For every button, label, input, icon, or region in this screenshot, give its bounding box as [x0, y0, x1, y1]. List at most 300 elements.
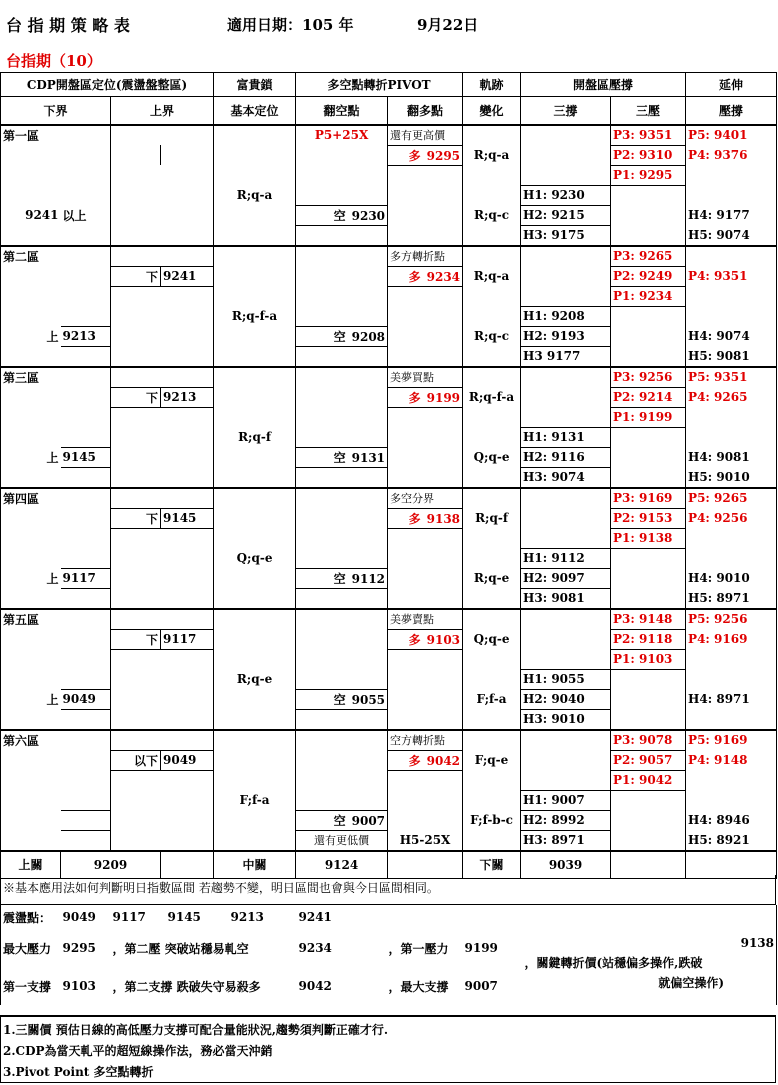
lower-gate-label: 下關	[463, 851, 521, 879]
grid-cell	[61, 246, 111, 267]
lower-bound-value: 9145	[61, 447, 111, 467]
grid-cell	[161, 427, 214, 447]
grid-cell	[296, 528, 388, 548]
grid-cell	[296, 286, 388, 306]
grid-cell	[1, 286, 61, 306]
zone-row	[1, 790, 777, 810]
grid-cell	[161, 488, 214, 509]
flip-short-number: 9131	[351, 450, 386, 465]
grid-cell	[388, 205, 463, 225]
grid-cell	[161, 125, 214, 146]
grid-cell	[61, 387, 111, 407]
grid-cell	[296, 488, 388, 509]
extend-p5	[686, 246, 777, 267]
second-support-label: ，第二支撐 跌破失守易殺多	[112, 979, 261, 994]
grid-cell	[296, 629, 388, 649]
grid-cell	[1, 790, 61, 810]
grid-cell	[61, 427, 111, 447]
extend-p4: P4: 9351	[688, 269, 748, 283]
grid-cell	[521, 609, 611, 630]
grid-cell	[463, 185, 521, 205]
grid-cell	[463, 548, 521, 568]
grid-cell	[686, 649, 777, 669]
mid-gate-value: 9124	[296, 851, 388, 879]
grid-cell	[111, 185, 161, 205]
grid-cell	[111, 286, 161, 306]
grid-cell	[611, 447, 686, 467]
resistance-p2: P2: 9153	[611, 508, 686, 528]
basic-position: R;q-e	[214, 669, 296, 689]
upper-gate-value: 9209	[61, 851, 161, 879]
upper-bound-value: 9241	[161, 266, 214, 286]
flip-short-value	[296, 568, 388, 588]
track-lower: Q;q-e	[463, 447, 521, 467]
grid-cell	[61, 669, 111, 689]
grid-cell	[214, 145, 296, 165]
grid-cell	[686, 286, 777, 306]
footnote-2: 2.CDP為當天軋平的超短線操作法，務必當天沖銷	[3, 1044, 273, 1058]
grid-cell	[61, 145, 111, 165]
grid-cell	[686, 306, 777, 326]
upper-bound-value	[161, 145, 214, 165]
max-resistance-label: 最大壓力	[3, 941, 52, 956]
key-price-label-2: 就偏空操作)	[658, 976, 724, 990]
grid-cell	[214, 326, 296, 346]
grid-cell	[111, 810, 161, 830]
grid-cell	[1, 669, 61, 689]
grid-cell	[686, 548, 777, 568]
long-mark: 多	[408, 390, 421, 405]
zone-row	[1, 225, 777, 246]
grid-cell	[463, 467, 521, 488]
grid-cell	[111, 730, 161, 751]
grid-cell	[296, 790, 388, 810]
grid-cell	[296, 588, 388, 609]
grid-cell	[296, 387, 388, 407]
grid-cell	[388, 225, 463, 246]
key-price-value: 9138	[740, 936, 774, 950]
grid-cell	[1, 225, 61, 246]
grid-cell	[161, 306, 214, 326]
grid-cell	[521, 750, 611, 770]
zone-row	[1, 508, 777, 528]
grid-cell	[686, 185, 777, 205]
zone-name: 第三區	[1, 367, 61, 388]
grid-cell	[463, 246, 521, 267]
grid-cell	[463, 730, 521, 751]
flip-long-value	[388, 145, 463, 165]
zone-rows	[1, 125, 777, 851]
flip-short-number: 9112	[351, 571, 386, 586]
grid-cell	[1, 709, 61, 730]
grid-cell	[1, 528, 61, 548]
resistance-p3: P3: 9148	[611, 609, 686, 630]
grid-cell	[1, 145, 61, 165]
second-support-value: 9042	[298, 979, 332, 993]
grid-cell	[1, 548, 61, 568]
extend-h4: H4: 9177	[688, 208, 750, 222]
lower-bound-tag	[1, 810, 61, 830]
grid-cell	[161, 467, 214, 488]
grid-cell	[296, 185, 388, 205]
grid-cell	[161, 810, 214, 830]
short-mark: 空	[333, 813, 346, 828]
grid-cell	[214, 447, 296, 467]
extend-p4: P4: 9169	[688, 632, 748, 646]
date-value: 9月22日	[417, 15, 479, 34]
grid-cell	[161, 225, 214, 246]
grid-cell	[611, 689, 686, 709]
support-h2: H2: 9116	[521, 447, 611, 467]
flip-short-number: 9230	[351, 208, 386, 223]
grid-cell	[1, 346, 61, 367]
track-upper: R;q-a	[463, 145, 521, 165]
resistance-p3: P3: 9351	[611, 125, 686, 146]
grid-cell	[111, 548, 161, 568]
flip-long-note: 美夢賣點	[388, 609, 463, 630]
grid-cell	[463, 770, 521, 790]
zone-name: 第四區	[1, 488, 61, 509]
grid-cell	[161, 548, 214, 568]
col-basic: 基本定位	[214, 97, 296, 125]
grid-cell	[61, 165, 111, 185]
grid-cell	[686, 669, 777, 689]
zone-row	[1, 427, 777, 447]
grid-cell	[61, 548, 111, 568]
extend-h5: H5: 8971	[688, 590, 750, 605]
grid-cell	[388, 709, 463, 730]
grid-cell	[463, 528, 521, 548]
lower-bound-value: 9117	[61, 568, 111, 588]
grid-cell	[61, 830, 111, 851]
extend-p4: P4: 9265	[688, 390, 748, 404]
extend-h4: H4: 8971	[688, 692, 750, 706]
grid-cell	[521, 367, 611, 388]
grid-cell	[388, 649, 463, 669]
col-flip-long: 翻多點	[388, 97, 463, 125]
basic-position: R;q-f	[214, 427, 296, 447]
grid-cell	[111, 447, 161, 467]
basic-position: R;q-a	[214, 185, 296, 205]
support-h1: H1: 9112	[521, 548, 611, 568]
grid-cell	[61, 629, 111, 649]
track-upper: R;q-a	[463, 266, 521, 286]
extend-h4: H4: 9074	[688, 329, 750, 343]
track-lower: R;q-e	[463, 568, 521, 588]
grid-cell	[214, 125, 296, 146]
grid-cell	[611, 810, 686, 830]
osc-value-4: 9213	[230, 910, 264, 924]
zone-row	[1, 447, 777, 467]
osc-value-5: 9241	[298, 910, 332, 924]
grid-cell	[214, 165, 296, 185]
grid-cell	[214, 810, 296, 830]
grid-cell	[214, 266, 296, 286]
support-h2: H2: 9097	[521, 568, 611, 588]
col-res3: 三壓	[611, 97, 686, 125]
grid-cell	[61, 266, 111, 286]
grid-cell	[388, 770, 463, 790]
grid-cell	[214, 830, 296, 851]
zone-row	[1, 367, 777, 388]
resistance-p1: P1: 9295	[611, 165, 686, 185]
grid-cell	[388, 568, 463, 588]
grid-cell	[1, 165, 61, 185]
grid-cell	[161, 346, 214, 367]
zone-name: 第五區	[1, 609, 61, 630]
grid-cell	[161, 286, 214, 306]
grid-cell	[61, 346, 111, 367]
grid-cell	[296, 467, 388, 488]
extend-p5: P5: 9265	[688, 491, 748, 506]
lower-bound-tag: 上	[46, 450, 59, 465]
grid-cell	[161, 246, 214, 267]
grid-cell	[161, 649, 214, 669]
grid-cell	[296, 225, 388, 246]
grid-cell	[214, 387, 296, 407]
grid-cell	[521, 125, 611, 146]
flip-short-value	[296, 326, 388, 346]
support-h3: H3: 8971	[521, 830, 611, 851]
footnote-1: 1.三關價 預估日線的高低壓力支撐可配合量能狀況,趨勢須判斷正確才行.	[3, 1023, 389, 1037]
flip-short-value	[296, 447, 388, 467]
zone-row	[1, 387, 777, 407]
main-note: ※基本應用法如何判斷明日指數區間 若趨勢不變，明日區間也會與今日區間相同。	[0, 875, 776, 905]
grid-cell	[296, 669, 388, 689]
grid-cell	[521, 730, 611, 751]
grid-cell	[296, 548, 388, 568]
zone-row	[1, 407, 777, 427]
grid-cell	[521, 286, 611, 306]
zone-row	[1, 467, 777, 488]
grid-cell	[388, 306, 463, 326]
upper-bound-tag: 下	[111, 508, 161, 528]
short-mark: 空	[333, 571, 346, 586]
grid-cell	[611, 588, 686, 609]
grid-cell	[611, 205, 686, 225]
grid-cell	[61, 730, 111, 751]
flip-short-value	[296, 205, 388, 225]
grid-cell	[296, 266, 388, 286]
zone-row	[1, 346, 777, 367]
grid-cell	[611, 548, 686, 568]
grid-cell	[161, 165, 214, 185]
zone-row	[1, 185, 777, 205]
lower-bound-value: 9213	[61, 326, 111, 346]
sheet-title: 台 指 期 策 略 表	[6, 15, 130, 35]
grid-cell	[161, 447, 214, 467]
grid-cell	[61, 125, 111, 146]
grid-cell	[686, 790, 777, 810]
zone-row	[1, 286, 777, 306]
first-support-value: 9103	[62, 979, 96, 993]
zone-row	[1, 326, 777, 346]
grid-cell	[1, 508, 61, 528]
flip-long-number: 9042	[426, 753, 461, 768]
grid-cell	[388, 165, 463, 185]
grid-cell	[111, 326, 161, 346]
zone-row	[1, 125, 777, 146]
grid-cell	[214, 225, 296, 246]
resistance-p1: P1: 9103	[611, 649, 686, 669]
grid-cell	[161, 407, 214, 427]
upper-bound-tag: 下	[111, 387, 161, 407]
extend-p5: P5: 9351	[688, 370, 748, 385]
extend-h5: H5: 9081	[688, 348, 750, 363]
grid-cell	[521, 508, 611, 528]
grid-cell	[111, 770, 161, 790]
grid-cell	[521, 528, 611, 548]
grid-cell	[61, 185, 111, 205]
grid-cell	[463, 669, 521, 689]
grid-cell	[111, 528, 161, 548]
grid-cell	[161, 830, 214, 851]
extend-p5: P5: 9169	[688, 733, 748, 748]
col-upper: 上界	[111, 97, 214, 125]
grid-cell	[214, 367, 296, 388]
grid-cell	[521, 387, 611, 407]
grid-cell	[61, 750, 111, 770]
flip-long-number: 9103	[426, 632, 461, 647]
resistance-p2: P2: 9214	[611, 387, 686, 407]
grid-cell	[61, 770, 111, 790]
grid-cell	[1, 185, 61, 205]
grid-cell	[388, 548, 463, 568]
grid-cell	[463, 367, 521, 388]
grid-cell	[161, 528, 214, 548]
grid-cell	[214, 649, 296, 669]
grid-cell	[1, 266, 61, 286]
grid-cell	[296, 145, 388, 165]
first-resistance-value: 9199	[464, 941, 498, 955]
summary-table	[0, 905, 777, 1005]
grid-cell	[296, 730, 388, 751]
support-h2: H2: 9040	[521, 689, 611, 709]
resistance-p1: P1: 9234	[611, 286, 686, 306]
resistance-p3: P3: 9169	[611, 488, 686, 509]
max-support-value: 9007	[464, 979, 498, 993]
grid-cell	[388, 346, 463, 367]
grid-cell	[296, 306, 388, 326]
max-resistance-value: 9295	[62, 941, 96, 955]
grid-cell	[463, 306, 521, 326]
grid-cell	[463, 588, 521, 609]
first-support-label: 第一支撐	[3, 979, 52, 994]
grid-cell	[161, 588, 214, 609]
grid-cell	[686, 407, 777, 427]
grid-cell	[611, 669, 686, 689]
grid-cell	[214, 407, 296, 427]
grid-cell	[161, 730, 214, 751]
grid-cell	[296, 346, 388, 367]
grid-cell	[111, 367, 161, 388]
zone-row	[1, 709, 777, 730]
col-change: 變化	[463, 97, 521, 125]
grid-cell	[214, 528, 296, 548]
extend-h5: H5: 9074	[688, 227, 750, 242]
track-lower: F;f-a	[463, 689, 521, 709]
track-lower: R;q-c	[463, 326, 521, 346]
grid-cell	[611, 467, 686, 488]
flip-short-number: 9007	[351, 813, 386, 828]
upper-bound-value: 9117	[161, 629, 214, 649]
col-lower: 下界	[1, 97, 111, 125]
flip-long-note: 多方轉折點	[388, 246, 463, 267]
grid-cell	[214, 730, 296, 751]
grid-cell	[388, 407, 463, 427]
grid-cell	[1, 770, 61, 790]
grid-cell	[521, 488, 611, 509]
grid-cell	[686, 770, 777, 790]
grid-cell	[296, 709, 388, 730]
grid-cell	[611, 225, 686, 246]
extend-h5	[686, 709, 777, 730]
footnotes	[0, 1015, 776, 1083]
flip-long-number: 9295	[426, 148, 461, 163]
basic-position: F;f-a	[214, 790, 296, 810]
grid-cell	[111, 346, 161, 367]
zone-row	[1, 629, 777, 649]
grid-cell	[214, 346, 296, 367]
grid-cell	[296, 750, 388, 770]
grid-cell	[296, 649, 388, 669]
grid-cell	[611, 830, 686, 851]
extend-p4: P4: 9256	[688, 511, 748, 525]
col-support: 開盤區壓撐	[521, 73, 686, 97]
grid-cell	[111, 427, 161, 447]
grid-cell	[161, 790, 214, 810]
grid-cell	[296, 165, 388, 185]
grid-cell	[111, 830, 161, 851]
track-lower: R;q-c	[463, 205, 521, 225]
grid-cell	[161, 367, 214, 388]
osc-label: 震盪點：	[3, 910, 52, 925]
support-h3: H3: 9010	[521, 709, 611, 730]
upper-bound-tag: 下	[111, 629, 161, 649]
upper-bound-value: 9049	[161, 750, 214, 770]
track-upper: R;q-f-a	[463, 387, 521, 407]
grid-cell	[161, 609, 214, 630]
flip-long-value	[388, 629, 463, 649]
top-target-note: P5+25X	[296, 125, 388, 146]
grid-cell	[463, 225, 521, 246]
grid-cell	[214, 286, 296, 306]
zone-row	[1, 689, 777, 709]
support-h1: H1: 9131	[521, 427, 611, 447]
grid-cell	[611, 427, 686, 447]
grid-cell	[161, 669, 214, 689]
grid-cell	[214, 488, 296, 509]
long-mark: 多	[408, 269, 421, 284]
grid-cell	[463, 830, 521, 851]
upper-bound-value: 9213	[161, 387, 214, 407]
flip-short-value	[296, 810, 388, 830]
col-track: 軌跡	[463, 73, 521, 97]
grid-cell	[111, 225, 161, 246]
grid-cell	[214, 246, 296, 267]
lower-bound-tag: 上	[46, 692, 59, 707]
grid-cell	[61, 467, 111, 488]
grid-cell	[214, 629, 296, 649]
zone-row	[1, 145, 777, 165]
track-upper: F;q-e	[463, 750, 521, 770]
lower-bound-value	[61, 810, 111, 830]
long-mark: 多	[408, 632, 421, 647]
second-resistance-value: 9234	[298, 941, 332, 955]
flip-long-number: 9199	[426, 390, 461, 405]
flip-short-value	[296, 689, 388, 709]
grid-cell	[214, 467, 296, 488]
